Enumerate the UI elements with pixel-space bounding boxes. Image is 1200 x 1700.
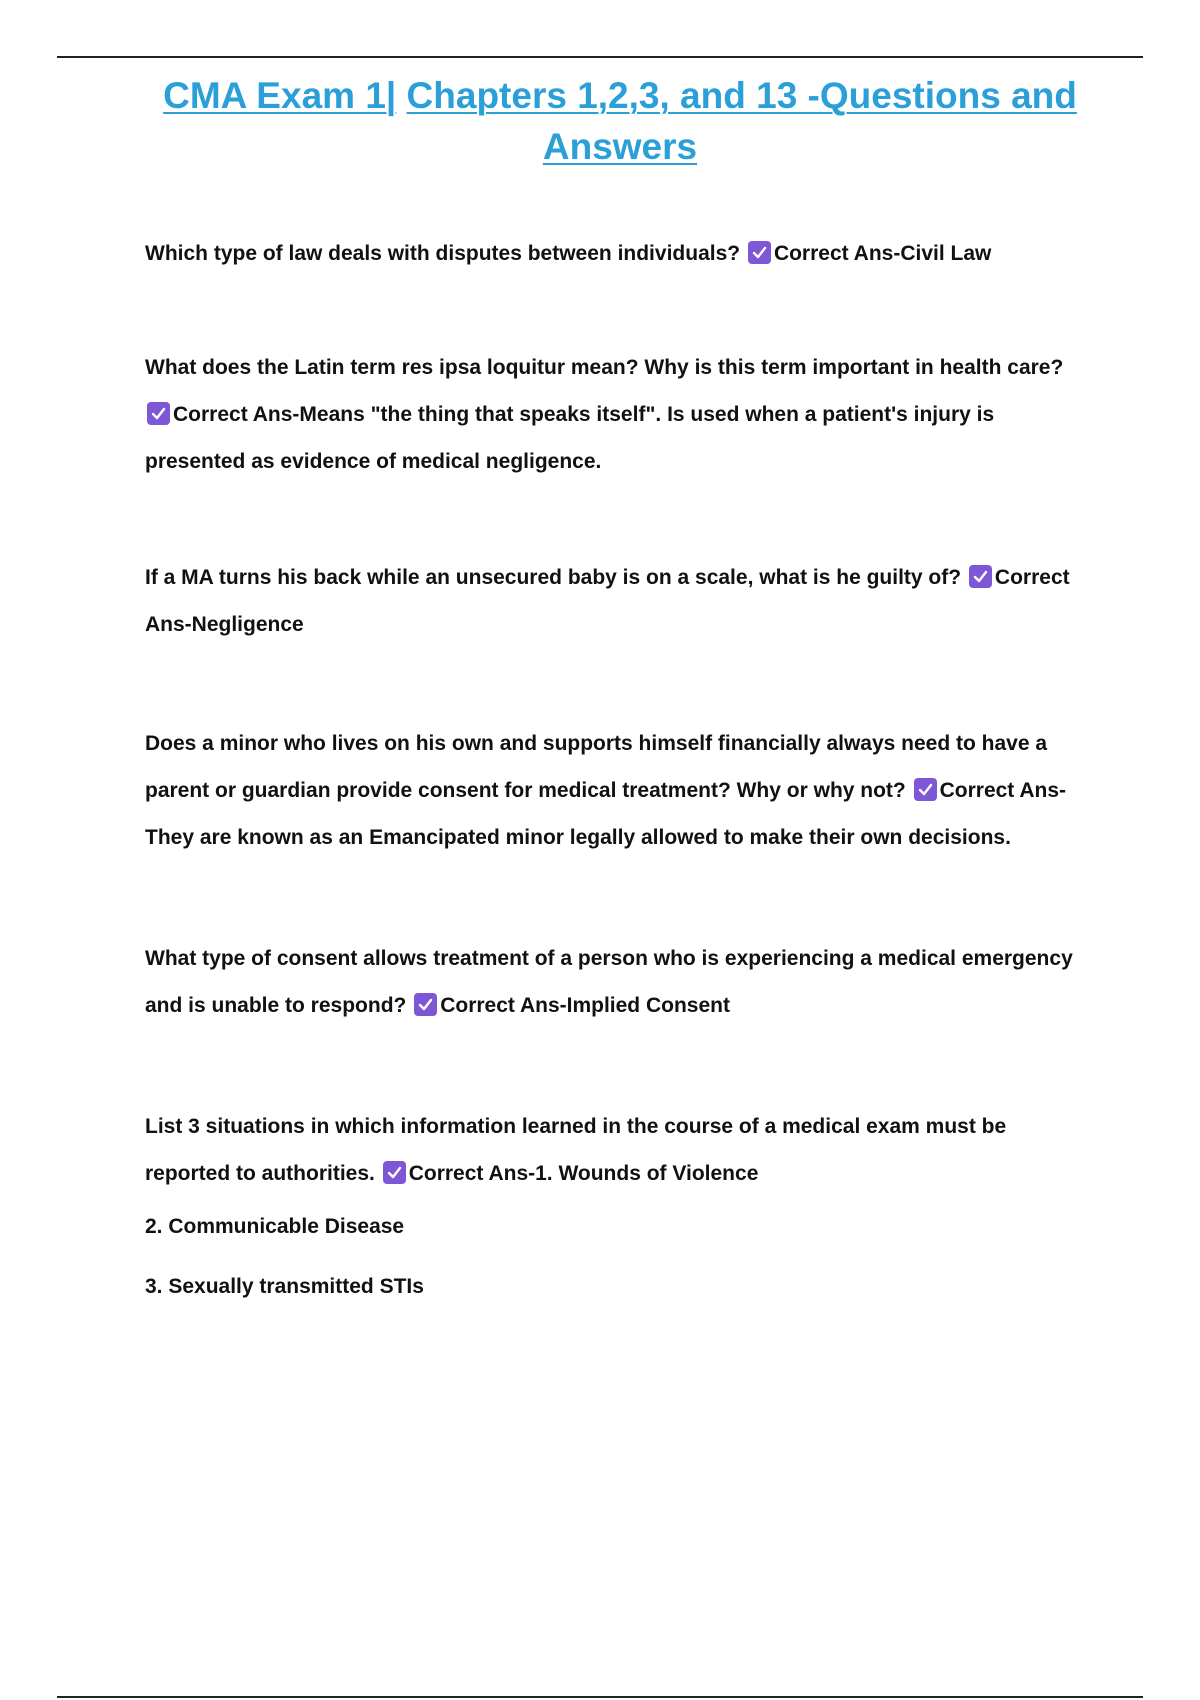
qa-item (145, 935, 1080, 1029)
answer-list-item: 3. Sexually transmitted STIs (145, 1275, 424, 1298)
answer-text: Correct Ans-Means "the thing that speaks itself". Is used when a patient's injury is presented as evidence of medical negligence. (145, 403, 995, 473)
title-link-part1[interactable]: CMA Exam 1| (163, 75, 397, 116)
question-text: What type of consent allows treatment of a person who is experiencing a medical emergency and is unable to respond? (145, 947, 1073, 1017)
qa-item (145, 230, 1080, 277)
qa-content (145, 230, 1080, 1317)
question-text: If a MA turns his back while an unsecured baby is on a scale, what is he guilty of? (145, 566, 962, 589)
question-text: Which type of law deals with disputes between individuals? (145, 242, 741, 265)
question-text: Does a minor who lives on his own and supports himself financially always need to have a parent or guardian provide consent for medical treatment? Why or why not? (145, 732, 1048, 802)
top-rule (57, 56, 1143, 58)
bottom-rule (57, 1696, 1143, 1698)
checkbox-checked-icon (748, 241, 771, 264)
qa-item (145, 1103, 1080, 1197)
checkbox-checked-icon (914, 778, 937, 801)
qa-item (145, 554, 1080, 648)
document-title (140, 70, 1100, 172)
title-link-part2[interactable]: Chapters 1,2,3, and 13 -Questions and Answers (406, 75, 1077, 167)
answer-text: Correct Ans-Negligence (145, 566, 1070, 636)
question-text: What does the Latin term res ipsa loquitur mean? Why is this term important in health care? (145, 356, 1064, 379)
answer-text: Correct Ans-Implied Consent (440, 994, 730, 1017)
checkbox-checked-icon (147, 402, 170, 425)
answer-list-item: 2. Communicable Disease (145, 1215, 405, 1238)
answer-text: Correct Ans-They are known as an Emancipated minor legally allowed to make their own decisions. (145, 779, 1067, 849)
checkbox-checked-icon (414, 993, 437, 1016)
answer-text: Correct Ans-Civil Law (773, 242, 992, 265)
question-text: List 3 situations in which information learned in the course of a medical exam must be reported to authorities. (145, 1115, 1007, 1185)
checkbox-checked-icon (969, 565, 992, 588)
answer-text: Correct Ans-1. Wounds of Violence (408, 1162, 759, 1185)
qa-item (145, 720, 1080, 861)
qa-item (145, 344, 1080, 485)
checkbox-checked-icon (383, 1161, 406, 1184)
